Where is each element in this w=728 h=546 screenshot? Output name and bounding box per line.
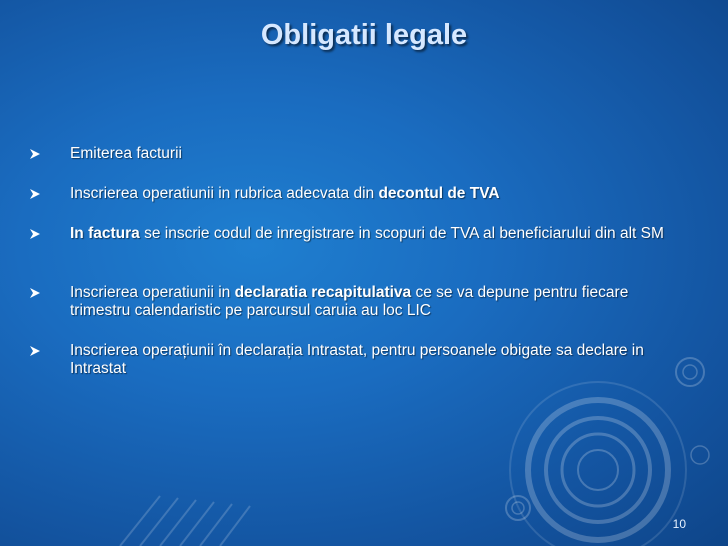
bullet-item: [48, 284, 688, 320]
bullet-text: Inscrierea operatiunii in declaratia recapitulativa ce se va depune pentru fiecare trimestru calendaristic pe parcursul caruia au loc LIC: [70, 284, 629, 319]
bullet-text: Inscrierea operatiunii in rubrica adecvata din decontul de TVA: [70, 185, 500, 202]
bullet-item: [48, 145, 688, 163]
bullet-item: [48, 185, 688, 203]
page-number: 10: [672, 517, 686, 531]
arrowhead-bullet-icon: [29, 188, 41, 200]
arrowhead-bullet-icon: [29, 148, 41, 160]
arrowhead-bullet-icon: [29, 287, 41, 299]
slide-title: Obligatii legale: [260, 19, 468, 51]
bullet-item: [48, 225, 688, 243]
bullet-text: Inscrierea operațiunii în declarația Intrastat, pentru persoanele obigate sa declare in Intrastat: [70, 342, 644, 377]
bullet-text: In factura se inscrie codul de inregistrare in scopuri de TVA al beneficiarului din alt SM: [70, 225, 664, 242]
bullet-text: Emiterea facturii: [70, 145, 182, 162]
arrowhead-bullet-icon: [29, 228, 41, 240]
arrowhead-bullet-icon: [29, 345, 41, 357]
bullet-item: [48, 342, 688, 378]
